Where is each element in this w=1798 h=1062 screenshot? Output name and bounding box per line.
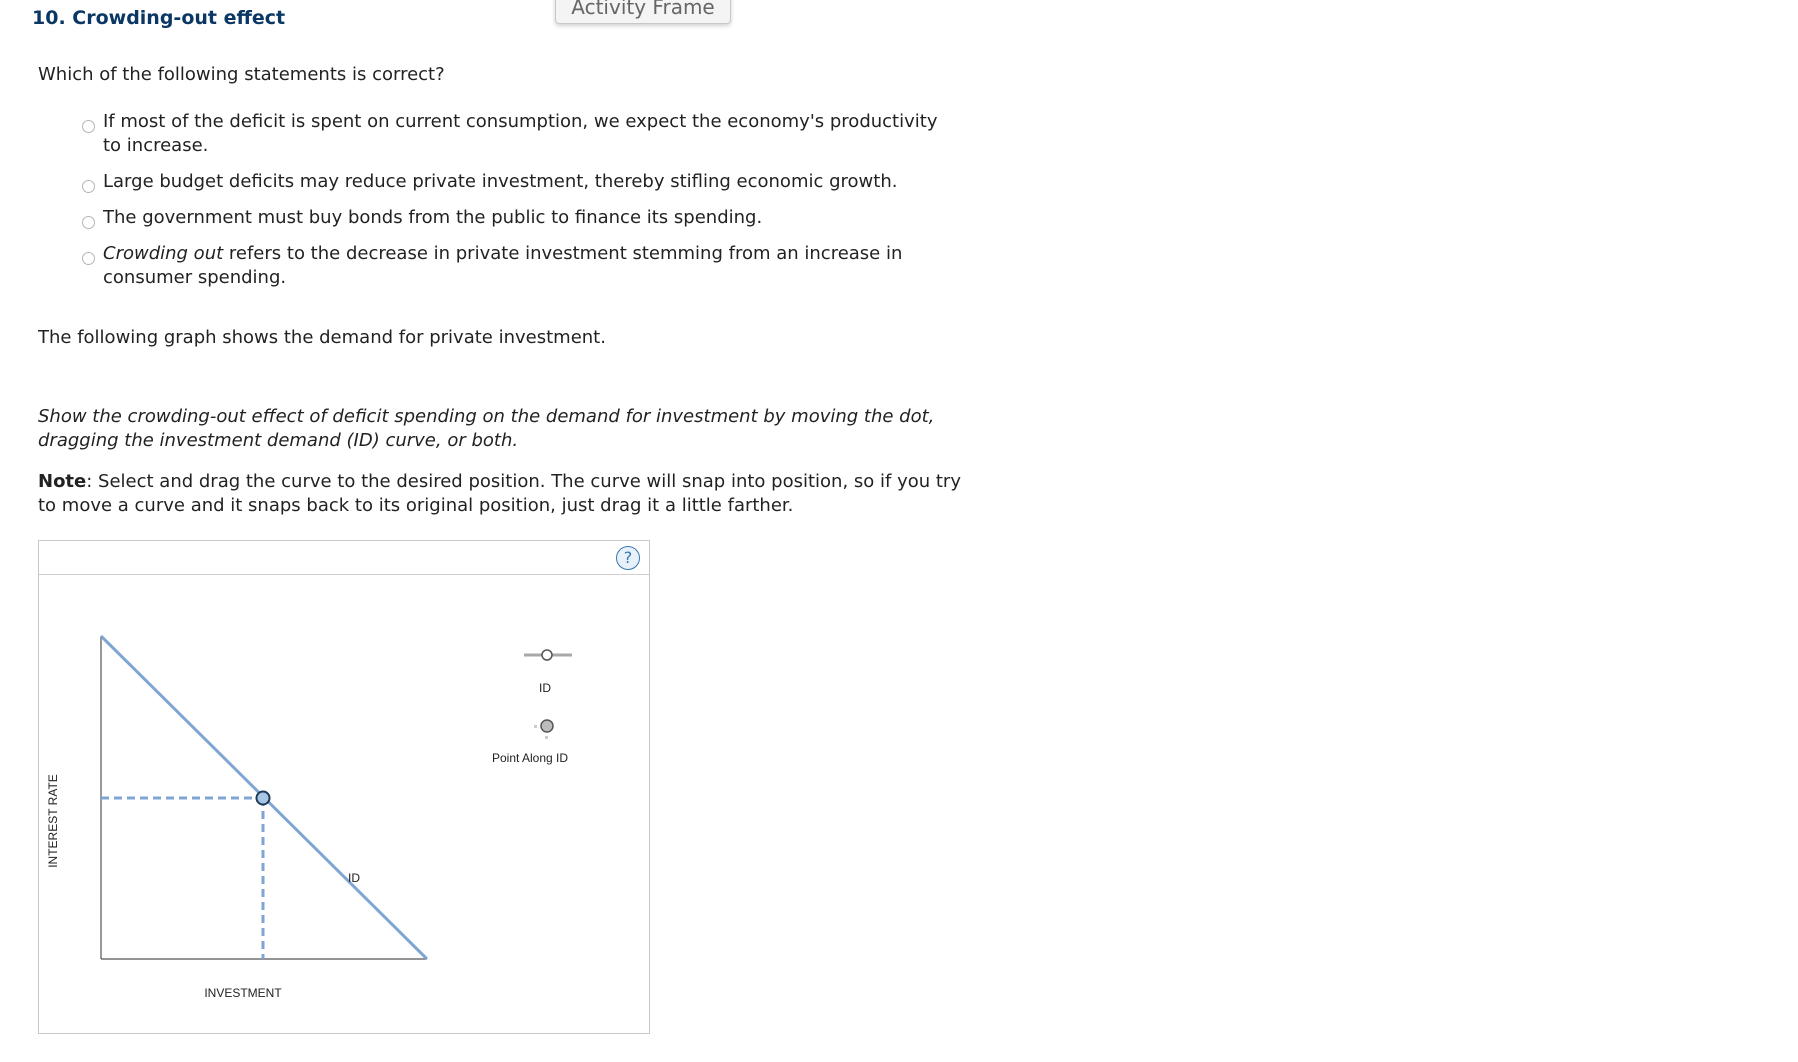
point-tool-marker-icon <box>545 736 548 739</box>
answer-option[interactable] <box>82 170 942 194</box>
answer-option[interactable] <box>82 242 942 290</box>
radio-button[interactable] <box>82 252 95 265</box>
question-prompt: Which of the following statements is correct? <box>38 64 445 85</box>
answer-option[interactable] <box>82 110 942 158</box>
activity-frame-tab[interactable]: Activity Frame <box>555 0 731 24</box>
answer-option[interactable] <box>82 206 942 230</box>
answer-options <box>82 110 942 302</box>
answer-option-text <box>103 242 942 290</box>
radio-button[interactable] <box>82 216 95 229</box>
graph-note <box>38 470 968 518</box>
y-axis-label: INTEREST RATE <box>46 774 60 868</box>
answer-option-text: If most of the deficit is spent on current consumption, we expect the economy's productivity to increase. <box>103 111 938 156</box>
graph-instruction: Show the crowding-out effect of deficit spending on the demand for investment by moving the dot, dragging the investment demand (ID) curve, or both. <box>38 406 935 451</box>
graph-panel <box>38 540 650 1034</box>
radio-button[interactable] <box>82 180 95 193</box>
answer-option-text-rest: refers to the decrease in private investment stemming from an increase in consumer spending. <box>103 243 903 288</box>
radio-button[interactable] <box>82 120 95 133</box>
note-label: Note <box>38 471 87 492</box>
point-tool-marker-icon <box>534 725 537 728</box>
equilibrium-point[interactable] <box>257 792 270 805</box>
curve-tool-label: ID <box>539 681 551 695</box>
curve-tool[interactable] <box>524 650 572 660</box>
help-button[interactable]: ? <box>616 546 640 570</box>
page-title: 10. Crowding-out effect <box>32 7 286 29</box>
curve-label: ID <box>348 871 360 885</box>
investment-demand-graph <box>39 541 649 1033</box>
answer-option-text: The government must buy bonds from the public to finance its spending. <box>103 207 763 228</box>
answer-option-text: Large budget deficits may reduce private investment, thereby stifling economic growth. <box>103 171 898 192</box>
graph-intro-text: The following graph shows the demand for private investment. <box>38 327 606 348</box>
point-tool[interactable] <box>534 720 553 739</box>
note-text: : Select and drag the curve to the desired position. The curve will snap into position, so if you try to move a curve and it snaps back to its original position, just drag it a little farther. <box>38 471 961 516</box>
x-axis-label: INVESTMENT <box>204 986 282 1000</box>
point-tool-dot-icon <box>541 720 553 732</box>
curve-tool-handle-icon <box>542 650 552 660</box>
answer-option-emphasis: Crowding out <box>103 243 224 264</box>
point-tool-label: Point Along ID <box>491 751 569 765</box>
